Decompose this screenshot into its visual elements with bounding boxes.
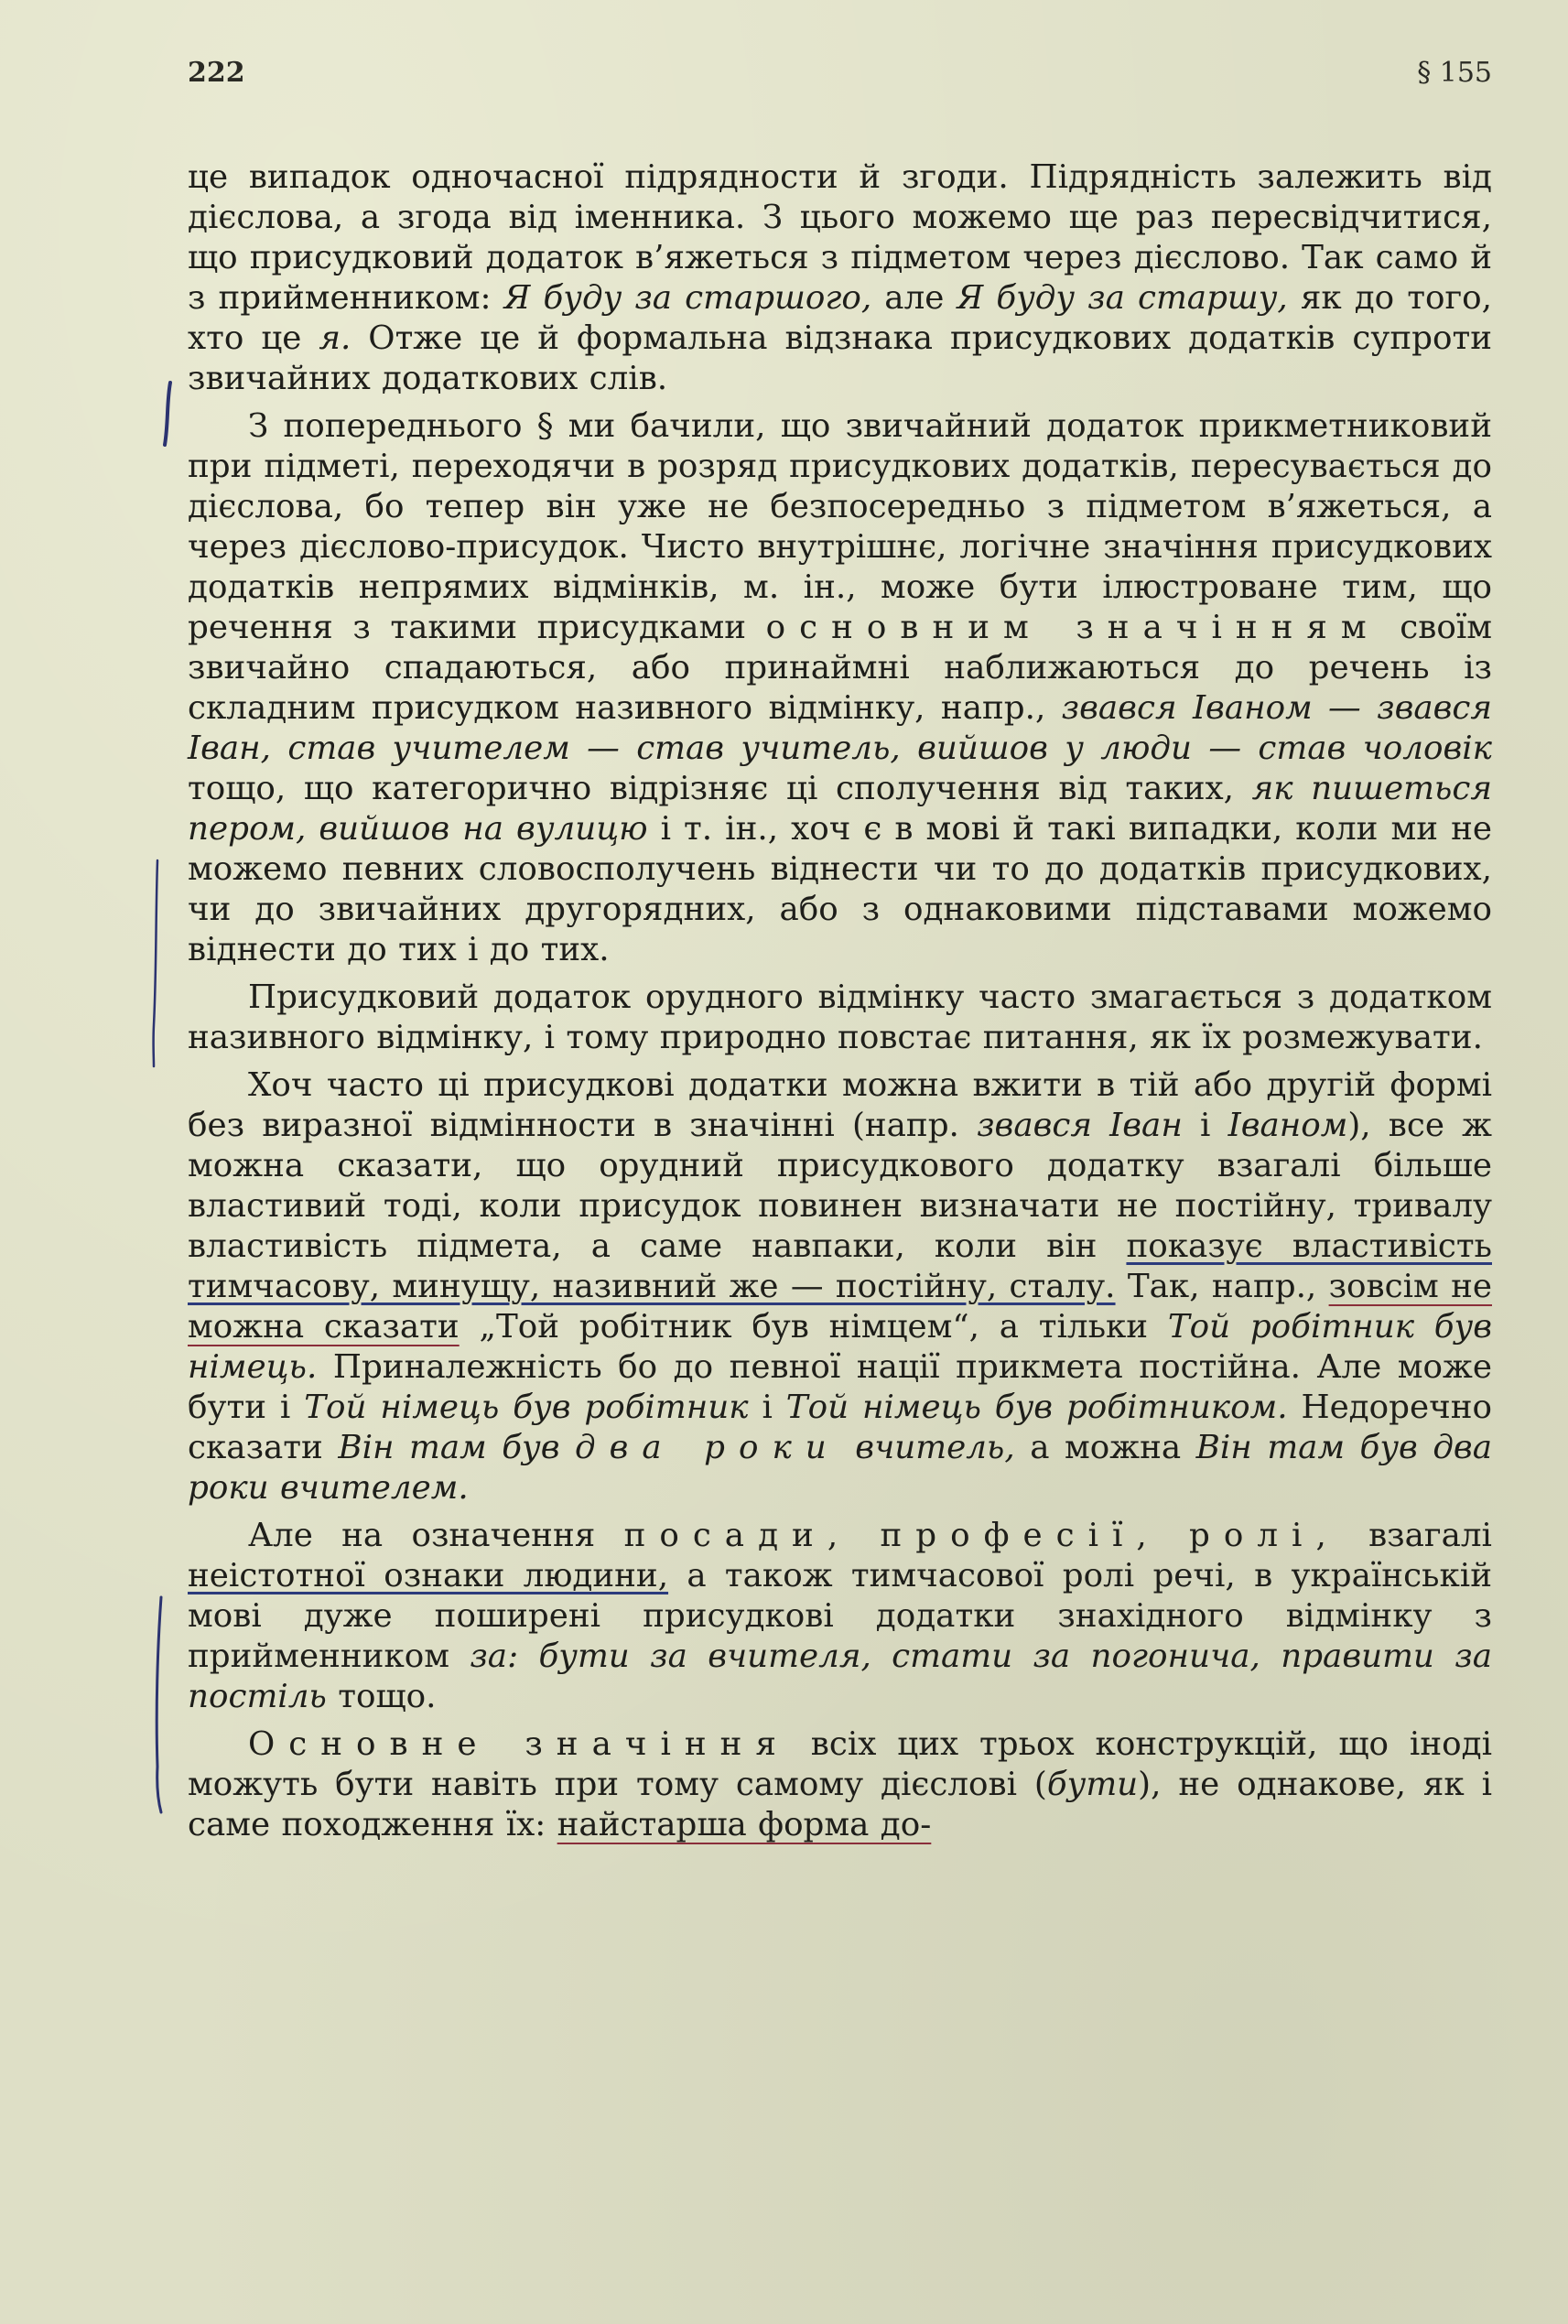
text-run: всіх цих трьох конструкцій, що іноді можуть бути навіть при тому самому дієслові ( bbox=[188, 1725, 1492, 1803]
text-run: ), все ж можна сказати, що орудний присудкового додатку взагалі більше властивий тоді, коли присудок повинен визначати не постійну, тривалу властивість підмета, а саме навпаки, коли він bbox=[188, 1107, 1492, 1265]
text-run: „Той робітник був німцем“, а тільки bbox=[459, 1308, 1168, 1346]
paragraph-1 bbox=[188, 157, 1492, 399]
text-run: і bbox=[1182, 1107, 1228, 1144]
text-run: З попереднього § ми бачили, що звичайний додаток прикметниковий при підметі, переходячи в розряд присудкових додатків, пересувається до дієслова, бо тепер він уже не безпосередньо з підметом в’яжеться, а через дієслово-присудок. Чисто внутрішнє, логічне значіння присудкових додатків непрямих відмінків, м. ін., може бути ілюстроване тим, що речення з такими присудками bbox=[188, 407, 1492, 646]
section-number: § 155 bbox=[1417, 57, 1492, 89]
spaced-emphasis: Основне значіння bbox=[248, 1725, 790, 1763]
text-run: Недоречно сказати bbox=[188, 1389, 1492, 1466]
paragraph-5 bbox=[188, 1516, 1492, 1717]
pen-underline: показує властивість тимчасову, минущу, називний же — постійну, сталу. bbox=[188, 1227, 1492, 1305]
paragraph-6 bbox=[188, 1724, 1492, 1845]
spaced-emphasis: основним значінням bbox=[765, 609, 1380, 646]
example-italic: Той німець був робітником. bbox=[785, 1389, 1288, 1426]
text-run: а можна bbox=[1014, 1429, 1196, 1466]
text-run: але bbox=[871, 279, 957, 317]
example-italic: бути bbox=[1046, 1766, 1139, 1803]
body-text bbox=[188, 157, 1492, 1845]
text-run: тощо, що категорично відрізняє ці сполучення від таких, bbox=[188, 770, 1252, 807]
text-run: взагалі bbox=[1339, 1517, 1492, 1554]
paragraph-4 bbox=[188, 1065, 1492, 1508]
book-page bbox=[188, 57, 1492, 1845]
text-run: своїм звичайно спадаються, або принаймні наближаються до речень із складним присудком називного відмінку, напр., bbox=[188, 609, 1492, 727]
margin-line-mark-1 bbox=[165, 383, 170, 445]
example-italic: звався Іван bbox=[977, 1107, 1183, 1144]
text-run: Присудковий додаток орудного відмінку часто змагається з додатком називного відмінку, і тому природно повстає питання, як їх розмежувати. bbox=[188, 978, 1492, 1056]
page-number: 222 bbox=[188, 57, 245, 89]
example-italic: вчитель, bbox=[855, 1429, 1015, 1466]
text-run: це випадок одночасної підрядности й згоди. Підрядність залежить від дієслова, а згода від іменника. З цього можемо ще раз пересвідчитися, що присудковий додаток в’яжеться з підметом через дієслово. Так само й з прийменником: bbox=[188, 158, 1492, 317]
example-italic: за: бути за вчителя, стати за погонича, правити за постіль bbox=[188, 1638, 1492, 1715]
text-run: Хоч часто ці присудкові додатки можна вжити в тій або другій формі без виразної відмінности в значінні (напр. bbox=[188, 1066, 1492, 1144]
example-italic: Він там був два роки вчителем. bbox=[188, 1429, 1492, 1507]
example-italic: звався Іваном — звався Іван, став учителем — став учитель, вийшов у люди — став чоловік bbox=[188, 689, 1493, 767]
example-italic: Той робітник був німець. bbox=[188, 1308, 1492, 1386]
margin-line-mark-2 bbox=[154, 860, 157, 1066]
example-italic: Я буду за старшу, bbox=[957, 279, 1288, 317]
text-run: Але на означення bbox=[248, 1517, 624, 1554]
running-head bbox=[188, 57, 1492, 112]
spaced-emphasis: ролі, bbox=[1189, 1517, 1340, 1554]
text-run: ), не однакове, як і саме походження їх: bbox=[188, 1766, 1492, 1843]
example-italic: Іваном bbox=[1227, 1107, 1348, 1144]
paragraph-2 bbox=[188, 406, 1492, 970]
example-italic: як пишеться пером, вийшов на вулицю bbox=[188, 770, 1492, 848]
example-italic: я. bbox=[319, 319, 351, 357]
spaced-italic-emphasis: два роки bbox=[575, 1429, 840, 1466]
example-italic: Той німець був робітник bbox=[304, 1389, 749, 1426]
example-italic: Я буду за старшого, bbox=[503, 279, 872, 317]
spaced-emphasis: посади, bbox=[623, 1517, 852, 1554]
example-italic: Він там був bbox=[338, 1429, 560, 1466]
paragraph-3 bbox=[188, 978, 1492, 1058]
text-run: тощо. bbox=[326, 1678, 437, 1715]
text-run: Приналежність бо до певної нації прикмета постійна. Але може бути і bbox=[188, 1348, 1492, 1426]
text-run: і т. ін., хоч є в мові й такі випадки, коли ми не можемо певних словосполучень віднести чи то до додатків присудкових, чи до звичайних другорядних, або з однаковими підставами можемо віднести до тих і до тих. bbox=[188, 810, 1492, 968]
margin-line-mark-3 bbox=[157, 1597, 161, 1812]
text-run: Отже це й формальна відзнака присудкових додатків супроти звичайних додаткових слів. bbox=[188, 319, 1492, 397]
spaced-emphasis: професії, bbox=[880, 1517, 1161, 1554]
pen-underline: неістотної ознаки людини, bbox=[188, 1557, 669, 1594]
text-run: і bbox=[748, 1389, 786, 1426]
pen-underline: найстарша форма до- bbox=[557, 1806, 932, 1843]
pen-underline: зовсім не можна сказати bbox=[188, 1268, 1492, 1346]
text-run: Так, напр., bbox=[1115, 1268, 1329, 1305]
text-run: як до того, хто це bbox=[188, 279, 1492, 357]
text-run: а також тимчасової ролі речі, в українській мові дуже поширені присудкові додатки знахідного відмінку з прийменником bbox=[188, 1557, 1492, 1675]
